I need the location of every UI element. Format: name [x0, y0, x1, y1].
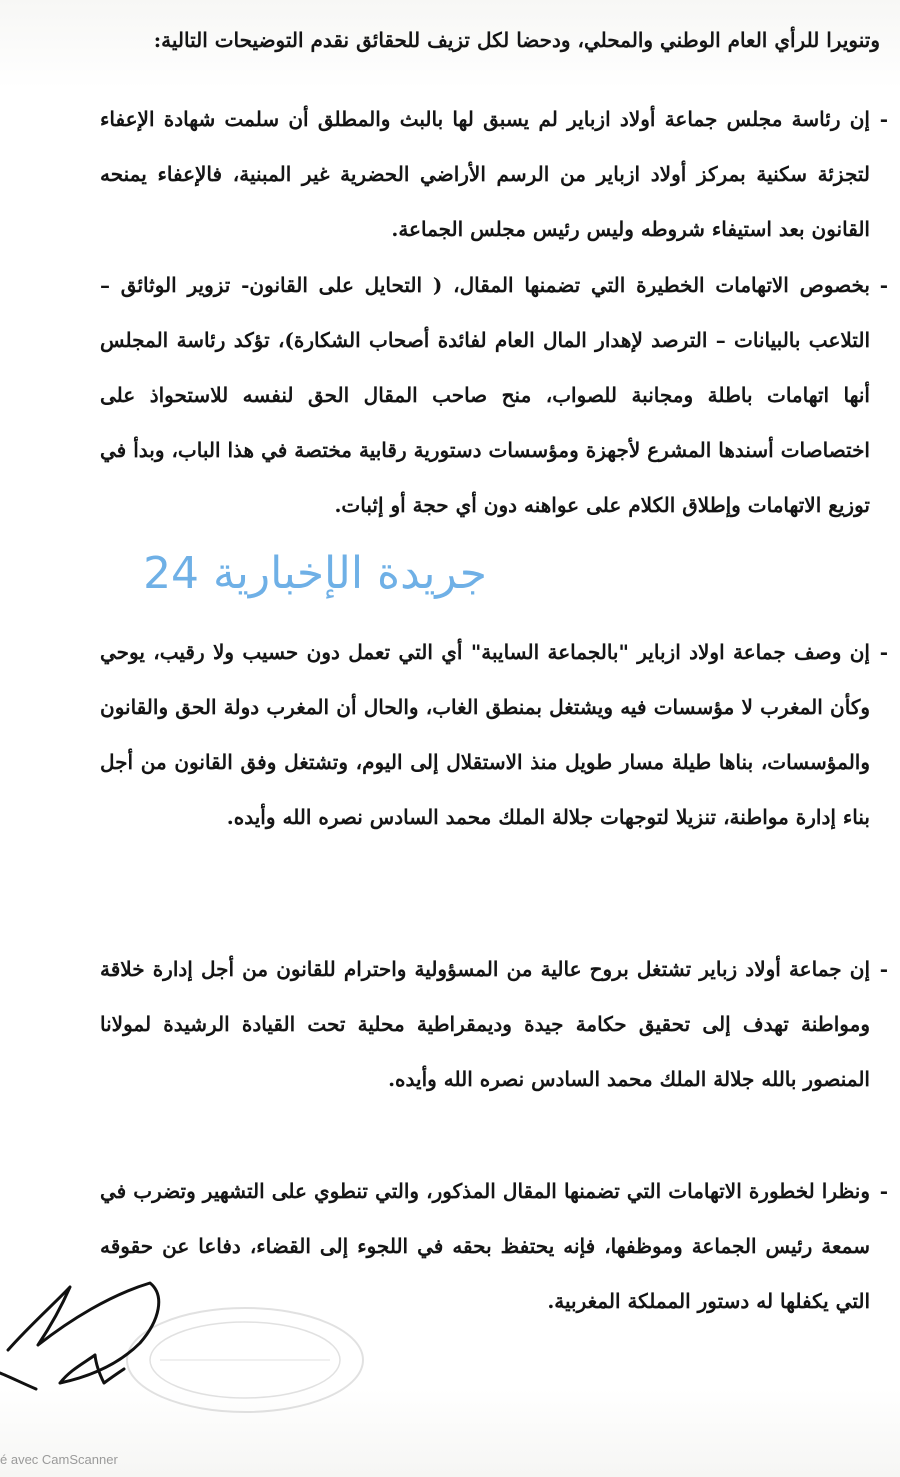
list-item-text: إن جماعة أولاد زباير تشتغل بروح عالية من المسؤولية واحترام للقانون من أجل إدارة خلاقة ومواطنة تهدف إلى تحقيق حكامة جيدة وديمقراطية محلية تحت القيادة الرشيدة لمولانا المنصور بالله جلالة الملك محمد السادس نصره الله وأيده. — [100, 957, 870, 1091]
scanner-footer: é avec CamScanner — [0, 1452, 118, 1467]
list-item — [100, 258, 888, 533]
intro-paragraph: وتنويرا للرأي العام الوطني والمحلي، ودحضا لكل تزيف للحقائق نقدم التوضيحات التالية: — [153, 28, 880, 52]
list-item — [100, 942, 888, 1107]
bullet-dash: - — [879, 273, 888, 297]
list-item — [100, 625, 888, 845]
list-item-text: إن رئاسة مجلس جماعة أولاد ازباير لم يسبق لها بالبث والمطلق أن سلمت شهادة الإعفاء لتجزئة سكنية بمركز أولاد ازباير من الرسم الأراضي الحضرية غير المبنية، فالإعفاء يمنحه القانون بعد استيفاء شروطه وليس رئيس مجلس الجماعة. — [100, 107, 870, 241]
handwritten-signature — [0, 1265, 200, 1405]
list-item-text: إن وصف جماعة اولاد ازباير "بالجماعة السايبة" أي التي تعمل دون حسيب ولا رقيب، يوحي وكأن المغرب لا مؤسسات فيه ويشتغل بمنطق الغاب، والحال أن المغرب دولة الحق والقانون والمؤسسات، بناها طيلة مسار طويل منذ الاستقلال إلى اليوم، وتشتغل وفق القانون من أجل بناء إدارة مواطنة، تنزيلا لتوجهات جلالة الملك محمد السادس نصره الله وأيده. — [100, 640, 870, 829]
list-item — [100, 92, 888, 257]
bullet-dash: - — [879, 1179, 888, 1203]
bullet-dash: - — [879, 640, 888, 664]
bullet-dash: - — [879, 107, 888, 131]
newspaper-watermark: جريدة الإخبارية 24 — [143, 548, 487, 599]
list-item-text: ونظرا لخطورة الاتهامات التي تضمنها المقال المذكور، والتي تنطوي على التشهير وتضرب في سمعة رئيس الجماعة وموظفها، فإنه يحتفظ بحقه في اللجوء إلى القضاء، دفاعا عن حقوقه التي يكفلها له دستور المملكة المغربية. — [100, 1179, 870, 1313]
list-item-text: بخصوص الاتهامات الخطيرة التي تضمنها المقال، ( التحايل على القانون- تزوير الوثائق – التلاعب بالبيانات – الترصد لإهدار المال العام لفائدة أصحاب الشكارة)، تؤكد رئاسة المجلس أنها اتهامات باطلة ومجانبة للصواب، منح صاحب المقال الحق لنفسه للاستحواذ على اختصاصات أسندها المشرع لأجهزة ومؤسسات دستورية رقابية مختصة في هذا الباب، وبدأ في توزيع الاتهامات وإطلاق الكلام على عواهنه دون أي حجة أو إثبات. — [100, 273, 870, 517]
bullet-dash: - — [879, 957, 888, 981]
